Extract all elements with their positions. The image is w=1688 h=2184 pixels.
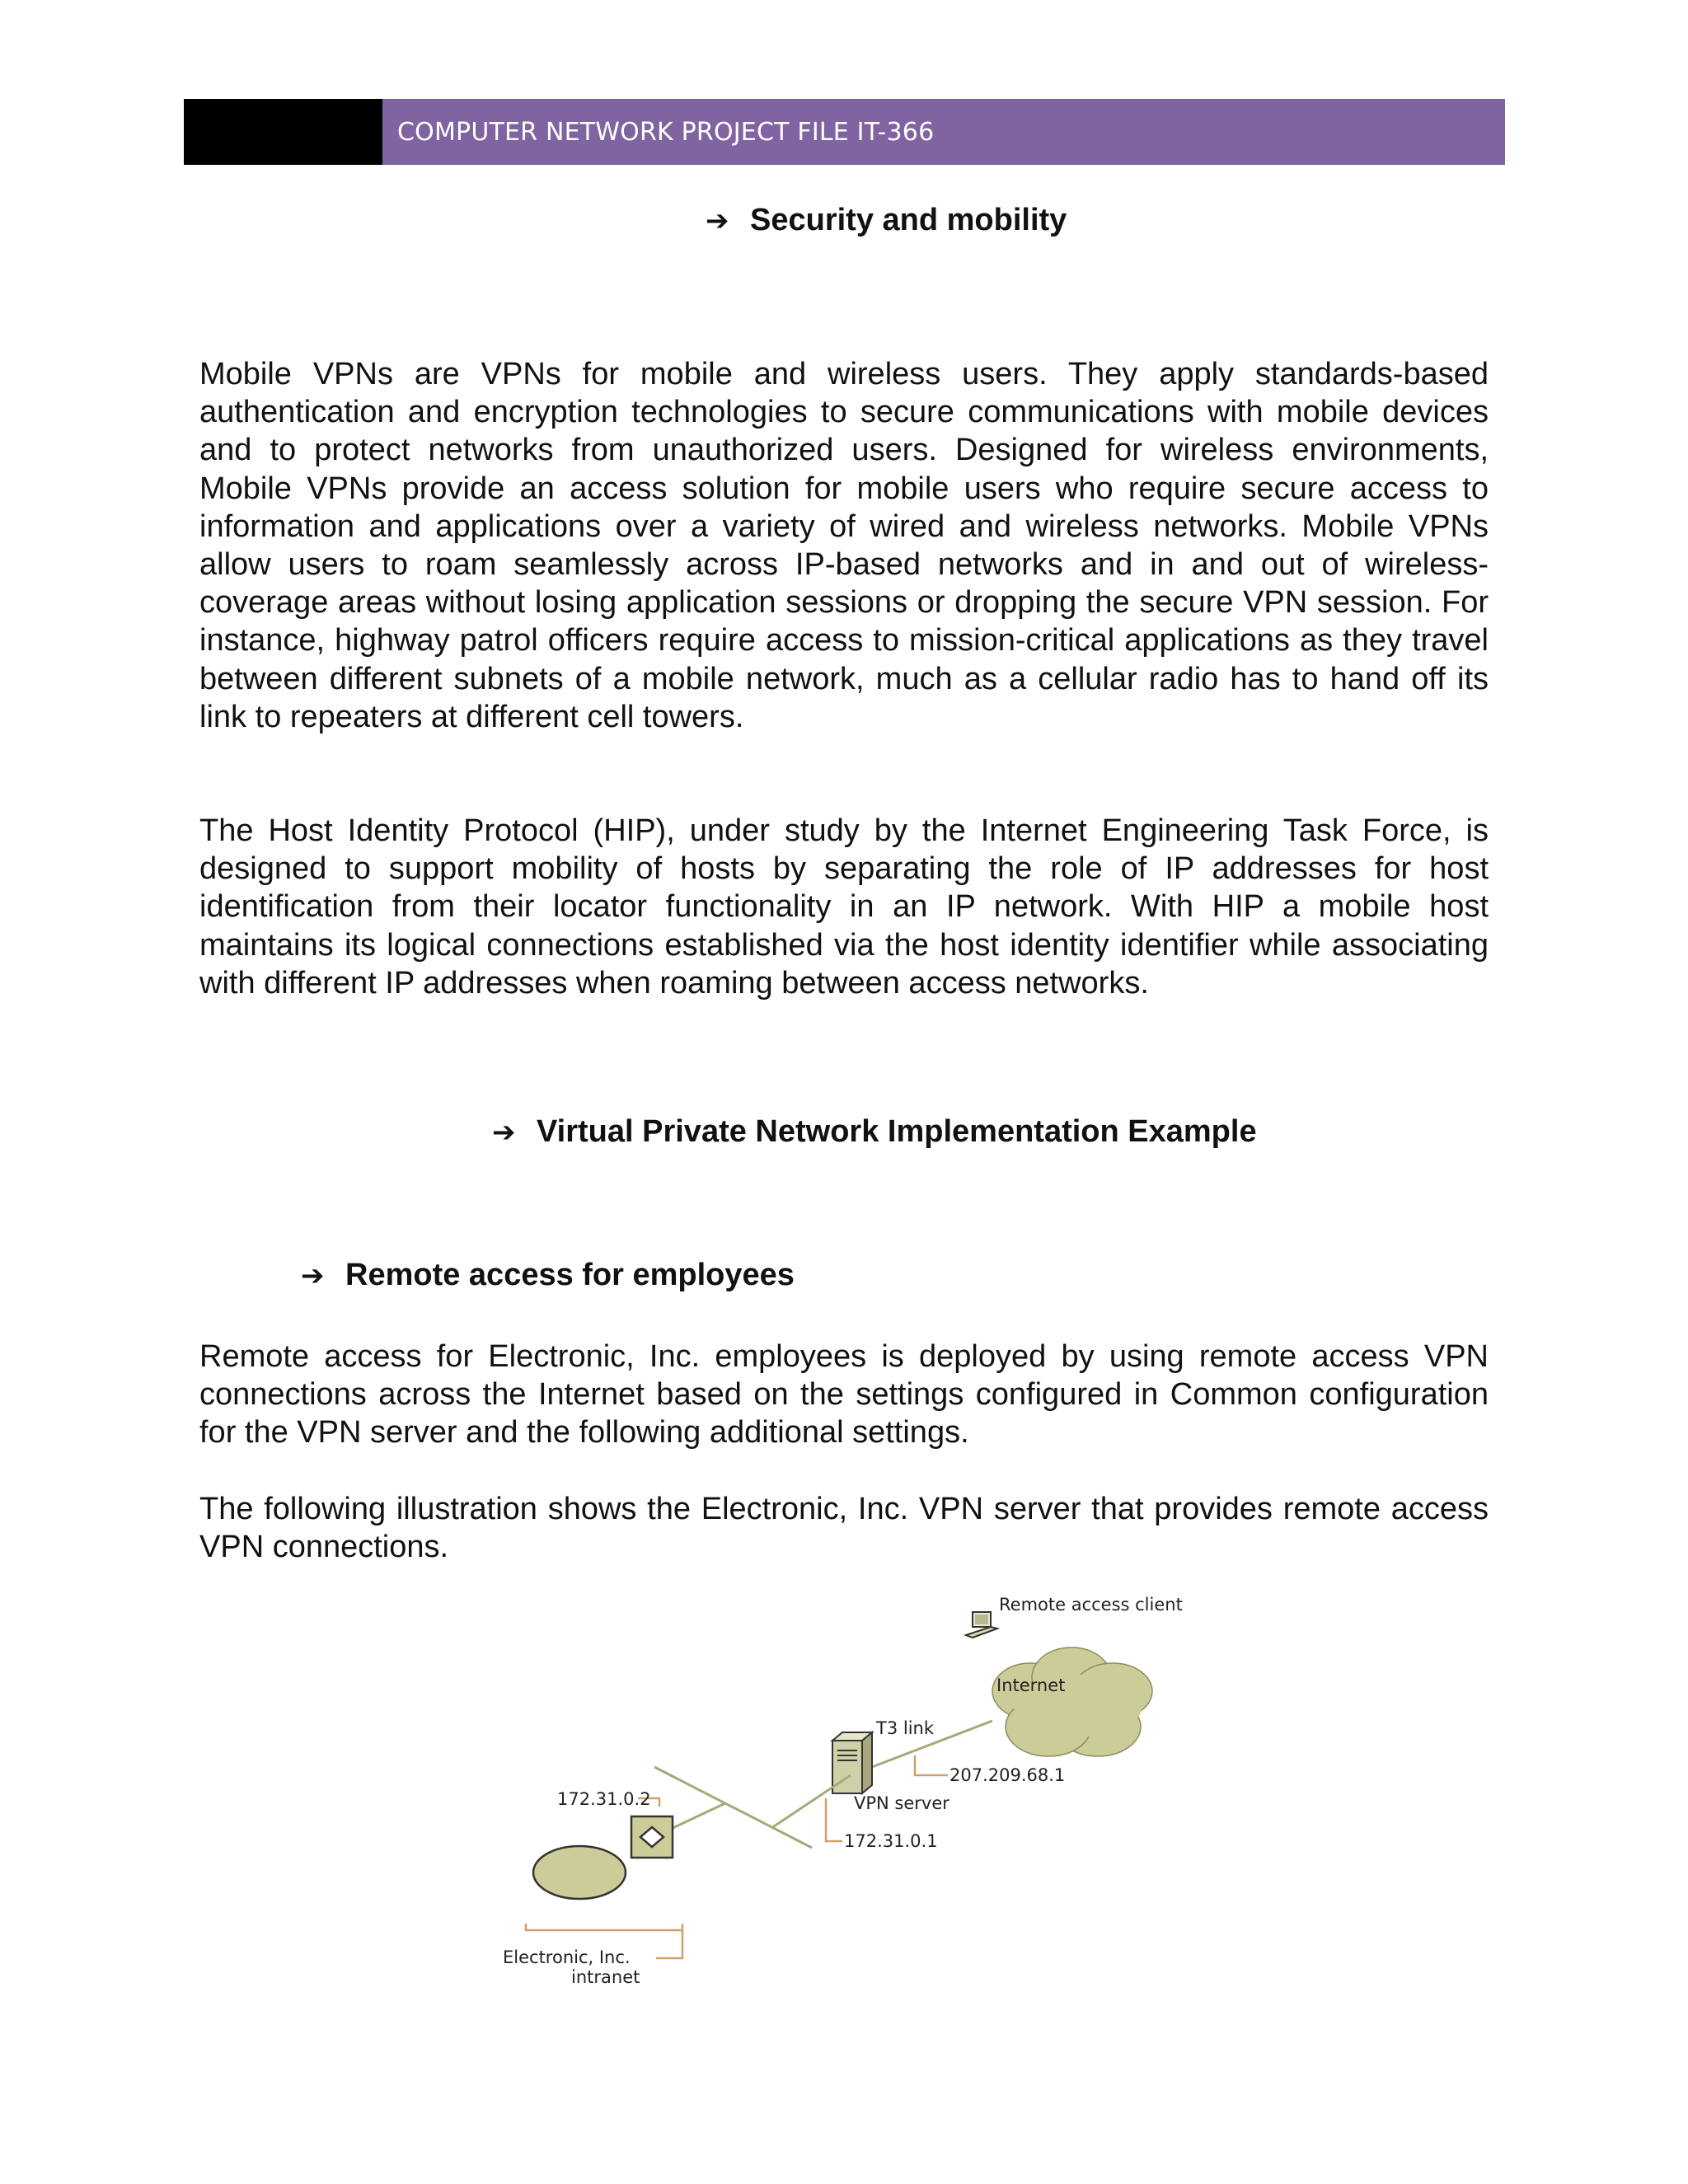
paragraph-illustration: The following illustration shows the Electronic, Inc. VPN server that provides remote access VPN connections. xyxy=(199,1492,1489,1565)
remote-client-label: Remote access client xyxy=(999,1595,1183,1615)
intranet-bracket xyxy=(526,1924,682,1930)
vpn-server-label: VPN server xyxy=(854,1793,950,1813)
intranet-cloud xyxy=(533,1846,626,1899)
server-ip-callout xyxy=(826,1798,842,1841)
arrow-right-icon: ➔ xyxy=(706,205,729,237)
laptop-icon xyxy=(966,1612,997,1638)
security-heading xyxy=(706,201,1067,240)
router-icon xyxy=(631,1816,673,1858)
header-title: COMPUTER NETWORK PROJECT FILE IT-366 xyxy=(397,117,935,147)
public-ip-label: 207.209.68.1 xyxy=(950,1765,1066,1785)
server-link-line xyxy=(771,1775,851,1828)
remote-access-heading xyxy=(301,1256,795,1295)
paragraph-remote-access: Remote access for Electronic, Inc. employees is deployed by using remote access VPN connections across the Internet based on the settings configured in Common configuration for the VPN server and the following additional settings. xyxy=(199,1339,1489,1451)
vpn-example-heading xyxy=(492,1113,1257,1151)
paragraph-mobile-vpns: Mobile VPNs are VPNs for mobile and wireless users. They apply standards-based authentication and encryption technologies to secure communications with mobile devices and to protect networks from unauthorized users. Designed for wireless environments, Mobile VPNs provide an access solution for mobile users who require secure access to information and applications over a variety of wired and wireless networks. Mobile VPNs allow users to roam seamlessly across IP-based networks and in and out of wireless-coverage areas without losing application sessions or dropping the secure VPN session. For instance, highway patrol officers require access to mission-critical applications as they travel between different subnets of a mobile network, much as a cellular radio has to hand off its link to repeaters at different cell towers. xyxy=(199,357,1489,734)
arrow-right-icon: ➔ xyxy=(301,1260,325,1291)
router-ip-label: 172.31.0.2 xyxy=(557,1789,651,1809)
public-ip-callout xyxy=(915,1755,948,1775)
vpn-example-heading-text: Virtual Private Network Implementation Example xyxy=(537,1114,1257,1149)
intranet-backbone-line xyxy=(654,1767,812,1848)
paragraph-hip: The Host Identity Protocol (HIP), under study by the Internet Engineering Task Force, is designed to support mobility of hosts by separating the role of IP addresses for host identification from their locator functionality in an IP network. With HIP a mobile host maintains its logical connections established via the host identity identifier while associating with different IP addresses when roaming between access networks. xyxy=(199,813,1489,1001)
t3-link-label: T3 link xyxy=(876,1718,935,1738)
server-ip-label: 172.31.0.1 xyxy=(844,1831,938,1851)
vpn-diagram-svg xyxy=(486,1591,1212,1994)
arrow-right-icon: ➔ xyxy=(492,1117,516,1148)
vpn-network-diagram xyxy=(486,1591,1212,1994)
security-heading-text: Security and mobility xyxy=(750,203,1067,237)
intranet-label-line1: Electronic, Inc. xyxy=(503,1947,631,1967)
header-bar xyxy=(382,99,1505,165)
internet-cloud xyxy=(992,1647,1152,1756)
header-black-block xyxy=(184,99,382,165)
remote-access-heading-text: Remote access for employees xyxy=(345,1258,795,1292)
intranet-label-line2: intranet xyxy=(571,1967,640,1987)
intranet-callout xyxy=(656,1930,682,1958)
internet-label: Internet xyxy=(996,1675,1066,1695)
